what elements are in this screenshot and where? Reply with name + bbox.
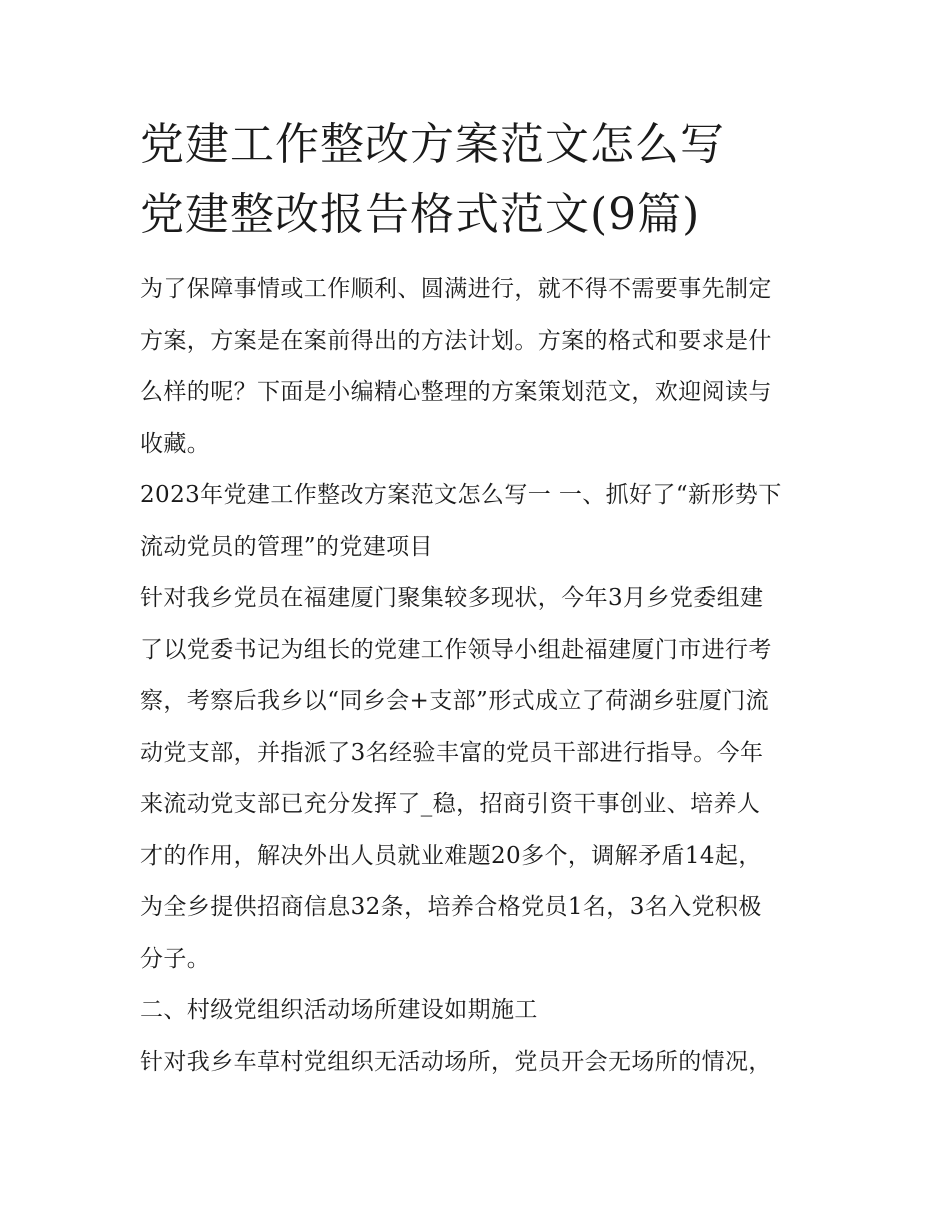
text-line: 方案，方案是在案前得出的方法计划。方案的格式和要求是什 (140, 327, 772, 354)
intro-paragraph (140, 264, 820, 470)
text-line: 针对我乡党员在福建厦门聚集较多现状，今年3月乡党委组建 (140, 585, 764, 611)
text-line: 为全乡提供招商信息32条，培养合格党员1名，3名入党积极 (140, 894, 762, 920)
body-paragraph (140, 573, 820, 985)
text-line: 为了保障事情或工作顺利、圆满进行，就不得不需要事先制定 (140, 276, 772, 302)
body-paragraph (140, 1037, 820, 1089)
text-line: 么样的呢？下面是小编精心整理的方案策划范文，欢迎阅读与 (140, 379, 772, 405)
section-heading-paragraph (140, 985, 820, 1037)
title-line-1: 党建工作整改方案范文怎么写 (140, 119, 725, 170)
document-page (140, 110, 820, 1088)
text-line: 流动党员的管理”的党建项目 (140, 533, 433, 560)
text-line: 来流动党支部已充分发挥了_稳，招商引资干事创业、培养人 (140, 791, 761, 817)
text-line: 了以党委书记为组长的党建工作领导小组赴福建厦门市进行考 (140, 636, 772, 663)
text-line: 2023年党建工作整改方案范文怎么写一 一、抓好了“新形势下 (140, 482, 782, 508)
section-heading-paragraph (140, 470, 820, 573)
title-line-2: 党建整改报告格式范文(9篇) (140, 189, 701, 240)
text-line: 才的作用，解决外出人员就业难题20多个，调解矛盾14起， (140, 842, 762, 869)
text-line: 二、村级党组织活动场所建设如期施工 (140, 997, 538, 1023)
text-line: 分子。 (140, 945, 211, 972)
document-title (140, 110, 820, 250)
text-line: 察，考察后我乡以“同乡会+支部”形式成立了荷湖乡驻厦门流 (140, 688, 769, 714)
text-line: 针对我乡车草村党组织无活动场所，党员开会无场所的情况， (140, 1048, 772, 1075)
text-line: 动党支部，并指派了3名经验丰富的党员干部进行指导。今年 (140, 739, 764, 766)
text-line: 收藏。 (140, 430, 211, 457)
